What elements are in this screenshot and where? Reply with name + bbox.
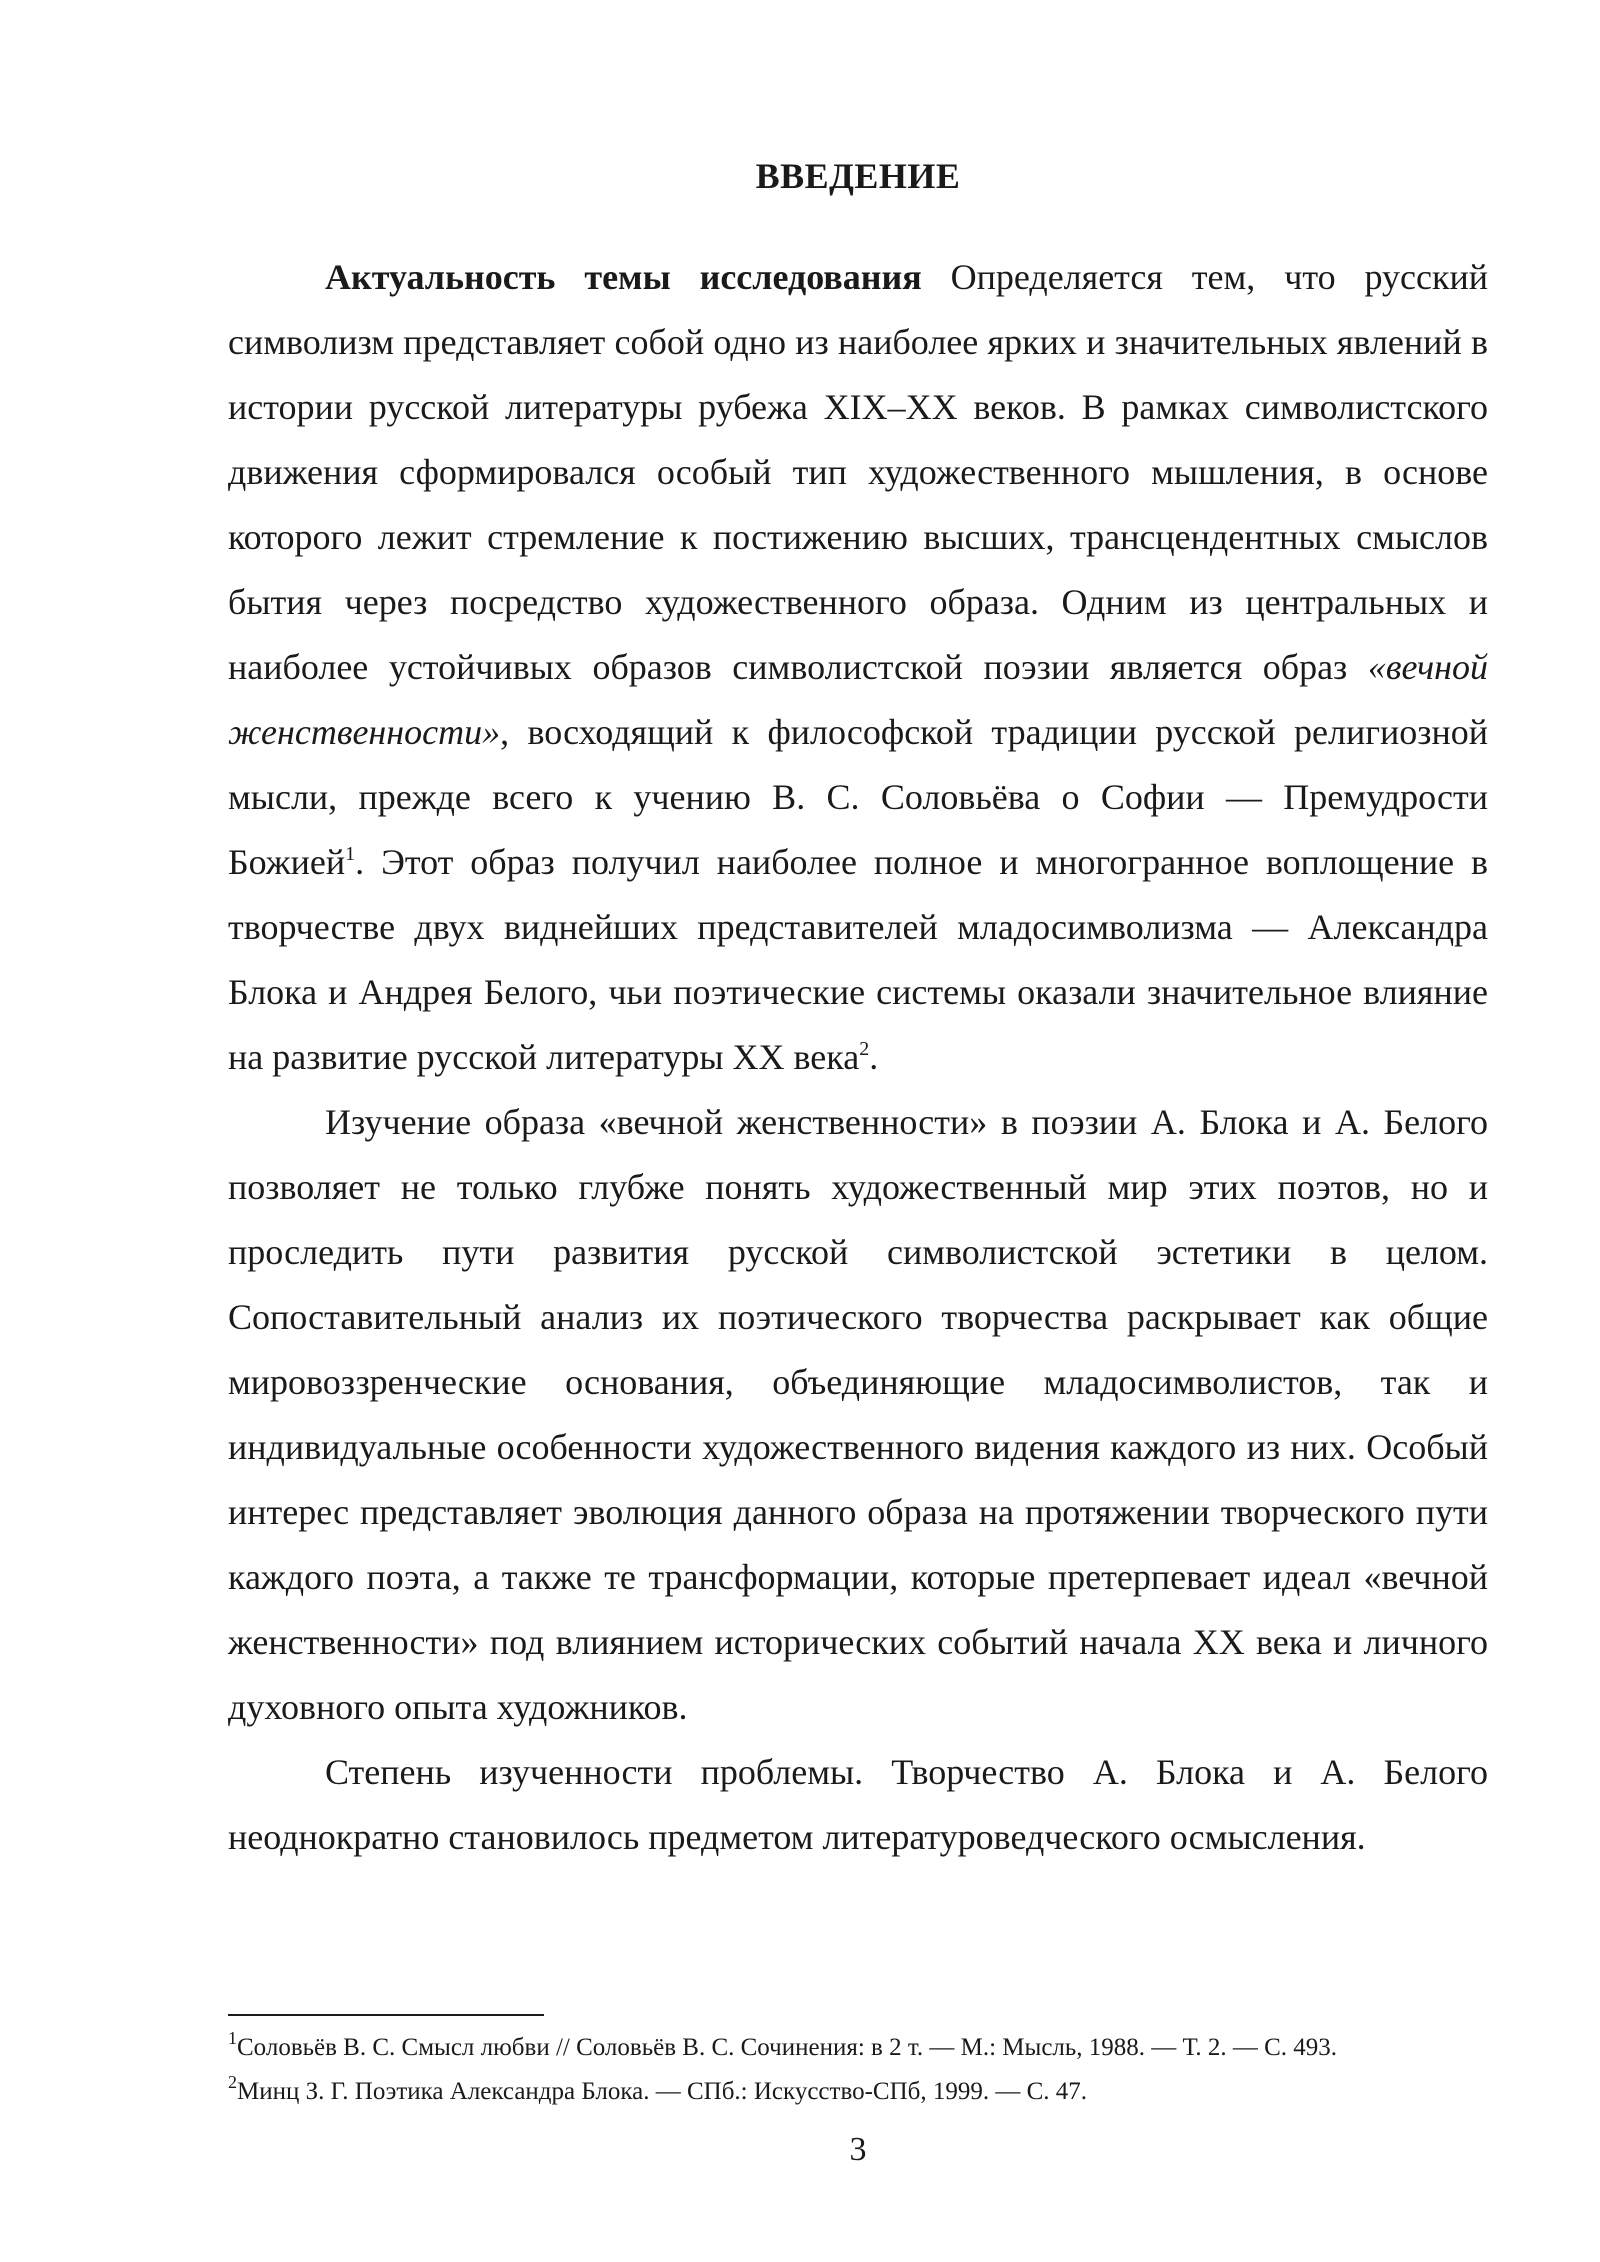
footnote-ref-2[interactable]: 2 (859, 1038, 870, 1060)
footnote-1 (228, 2026, 1528, 2070)
footnote-text: Минц З. Г. Поэтика Александра Блока. — СПб.: Искусство-СПб, 1999. — С. 47. (237, 2078, 1088, 2105)
footnote-2 (228, 2070, 1528, 2114)
paragraph-degree: Степень изученности проблемы. Творчество А. Блока и А. Белого неоднократно становилось предметом литературоведческого осмысления. (228, 1752, 1488, 1857)
italic-term: «вечной женственности» (228, 647, 1488, 752)
paragraph-text: . Этот образ получил наиболее полное и многогранное воплощение в творчестве двух виднейших представителей младосимволизма — Александра Блока и Андрея Белого, чьи поэтические системы оказали значительное влияние на развитие русской литературы XX века (228, 842, 1488, 1077)
footnotes (228, 2026, 1528, 2114)
footnote-mark: 2 (228, 2072, 237, 2092)
paragraph-text: , восходящий к философской традиции русской религиозной мысли, прежде всего к учению В. С. Соловьёва о Софии — Премудрости Божией (228, 712, 1488, 882)
footnote-ref-1[interactable]: 1 (345, 843, 356, 865)
footnote-text: Соловьёв В. С. Смысл любви // Соловьёв В. С. Сочинения: в 2 т. — М.: Мысль, 1988. — Т. 2. — С. 493. (237, 2034, 1337, 2061)
paragraph-text: . (869, 1037, 879, 1077)
footnote-mark: 1 (228, 2028, 237, 2048)
page-number: 3 (849, 2131, 867, 2168)
relevance-lead: Актуальность темы исследования (325, 257, 922, 297)
paragraph-study: Изучение образа «вечной женственности» в поэзии А. Блока и А. Белого позволяет не только глубже понять художественный мир этих поэтов, но и проследить пути развития русской символистской эстетики в целом. Сопоставительный анализ их поэтического творчества раскрывает как общие мировоззренческие основания, объединяющие младосимволистов, так и индивидуальные особенности художественного видения каждого из них. Особый интерес представляет эволюция данного образа на протяжении творческого пути каждого поэта, а также те трансформации, которые претерпевает идеал «вечной женственности» под влиянием исторических событий начала XX века и личного духовного опыта художников. (228, 1102, 1488, 1727)
body-text (228, 245, 1488, 1870)
section-heading: ВВЕДЕНИЕ (755, 156, 961, 196)
footnote-separator (228, 2014, 544, 2016)
paragraph-relevance (228, 245, 1488, 1090)
paragraph-text: Определяется тем, что русский символизм представляет собой одно из наиболее ярких и значительных явлений в истории русской литературы рубежа XIX–XX веков. В рамках символистского движения сформировался особый тип художественного мышления, в основе которого лежит стремление к постижению высших, трансцендентных смыслов бытия через посредство художественного образа. Одним из центральных и наиболее устойчивых образов символистской поэзии является образ (228, 257, 1488, 687)
